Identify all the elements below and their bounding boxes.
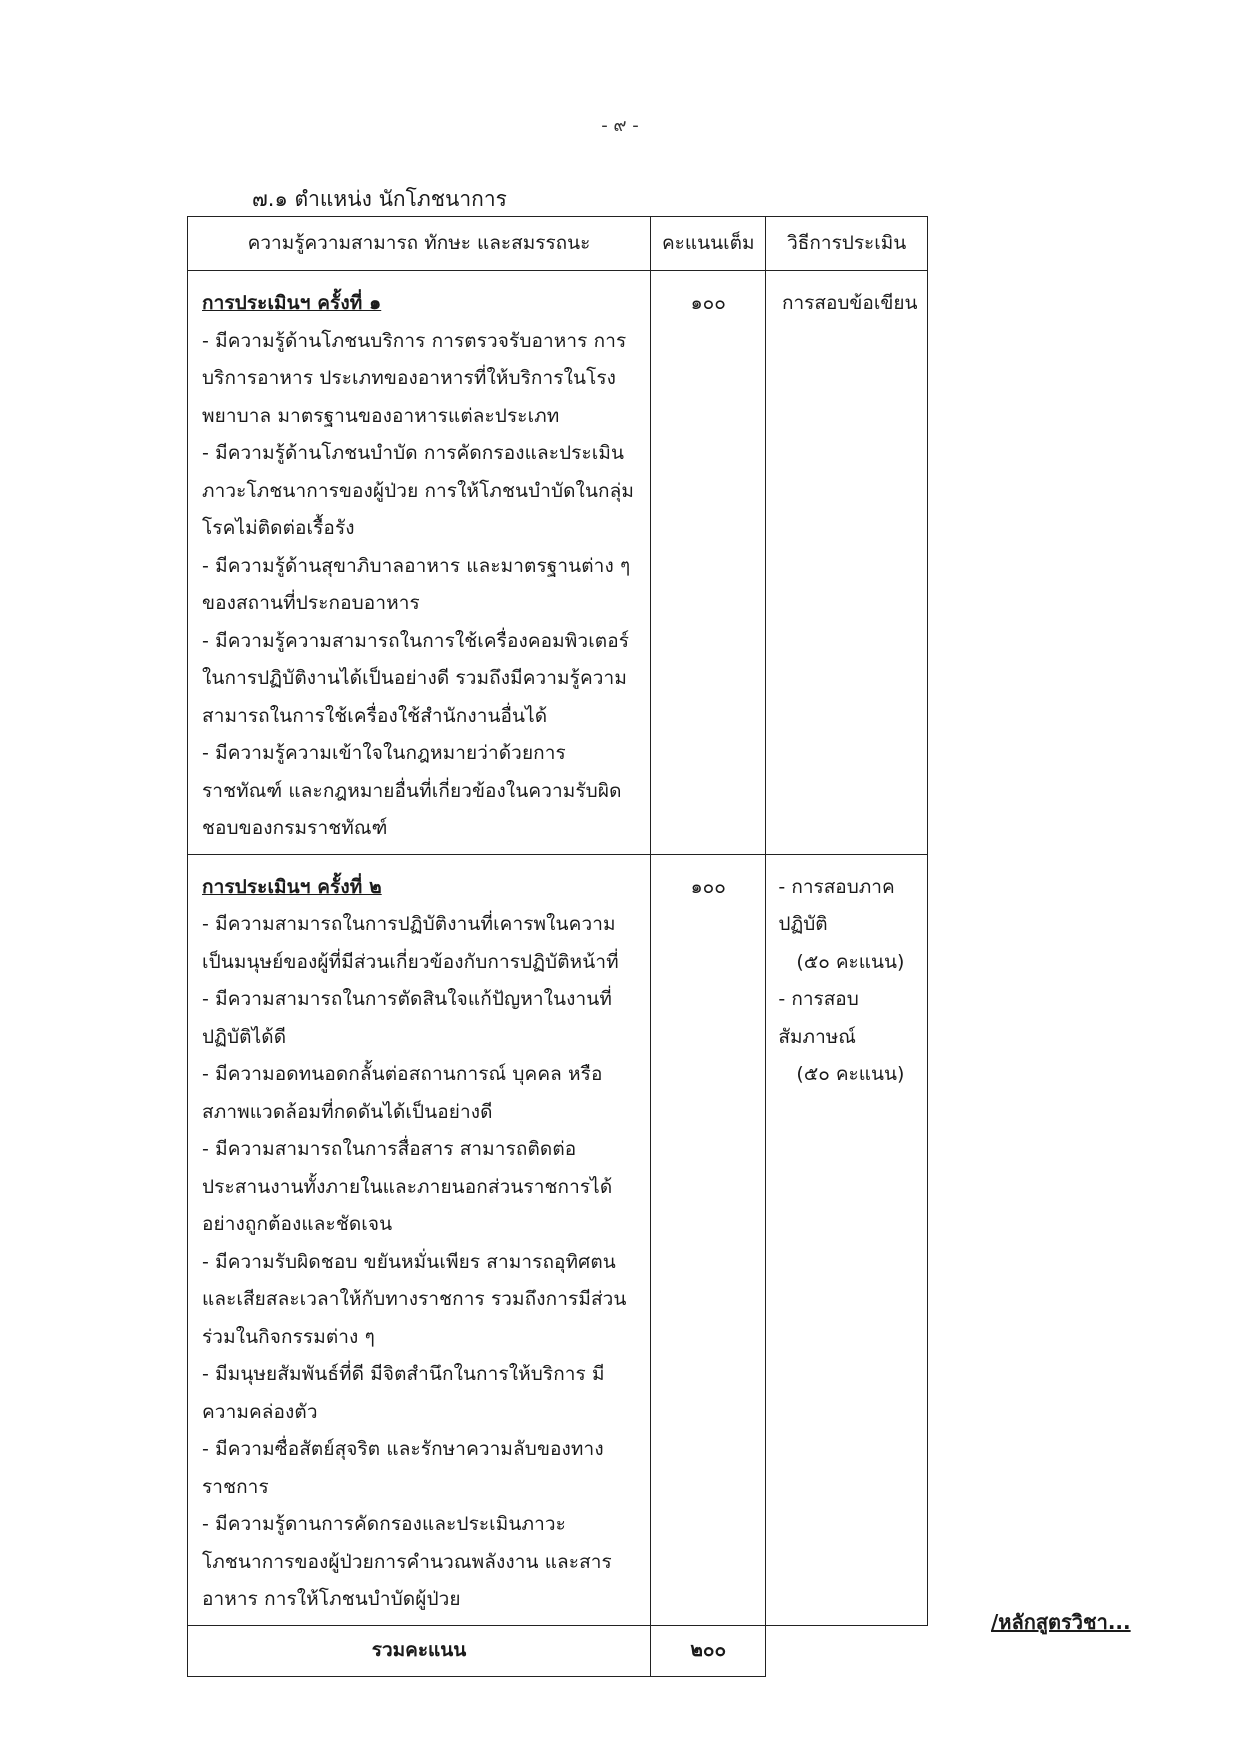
round2-title: การประเมินฯ ครั้งที่ ๒: [202, 875, 382, 898]
round2-knowledge-cell: [188, 854, 651, 1625]
table-row-total: [188, 1625, 928, 1676]
round1-method: การสอบข้อเขียน: [781, 292, 918, 314]
table-row-round2: [188, 854, 928, 1625]
round1-item: - มีความรู้ด้านโภชนบำบัด การคัดกรองและประเมินภาวะโภชนาการของผู้ป่วย การให้โภชนบำบัดในกลุ่มโรคไม่ติดต่อเรื้อรัง: [202, 442, 634, 539]
round2-item: - มีความรับผิดชอบ ขยันหมั่นเพียร สามารถอุทิศตนและเสียสละเวลาให้กับทางราชการ รวมถึงการมีส่วนร่วมในกิจกรรมต่าง ๆ: [202, 1250, 627, 1348]
round2-method-practical: - การสอบภาคปฏิบัติ: [778, 875, 895, 935]
round1-item: - มีความรู้ความสามารถในการใช้เครื่องคอมพิวเตอร์ในการปฏิบัติงานได้เป็นอย่างดี รวมถึงมีความรู้ความสามารถในการใช้เครื่องใช้สำนักงานอื่นได้: [202, 629, 630, 727]
table-header-row: [188, 217, 928, 271]
round2-method-cell: [766, 854, 928, 1625]
total-score: ๒๐๐: [651, 1625, 766, 1676]
table-row-round1: [188, 271, 928, 855]
round1-title: การประเมินฯ ครั้งที่ ๑: [202, 292, 382, 314]
page-number: - ๙ -: [601, 115, 639, 136]
round2-item: - มีความสามารถในการปฏิบัติงานที่เคารพในความเป็นมนุษย์ของผู้ที่มีส่วนเกี่ยวข้องกับการปฏิบัติหน้าที่: [202, 913, 619, 973]
round2-score: ๑๐๐: [651, 854, 766, 1625]
evaluation-table: [187, 216, 928, 1677]
round2-item: - มีความสามารถในการตัดสินใจแก้ปัญหาในงานที่ปฏิบัติได้ดี: [202, 988, 612, 1048]
header-method: วิธีการประเมิน: [766, 217, 928, 271]
total-label: รวมคะแนน: [188, 1625, 651, 1676]
round2-method-interview-points: (๕๐ คะแนน): [796, 1063, 905, 1085]
round1-item: - มีความรู้ด้านโภชนบริการ การตรวจรับอาหาร การบริการอาหาร ประเภทของอาหารที่ให้บริการในโรงพยาบาล มาตรฐานของอาหารแต่ละประเภท: [202, 329, 627, 427]
round2-method-practical-points: (๕๐ คะแนน): [796, 950, 905, 973]
round1-item: - มีความรู้ด้านสุขาภิบาลอาหาร และมาตรฐานต่าง ๆ ของสถานที่ประกอบอาหาร: [202, 554, 631, 614]
round1-method-cell: [766, 271, 928, 855]
round2-item: - มีความอดทนอดกลั้นต่อสถานการณ์ บุคคล หรือสภาพแวดล้อมที่กดดันได้เป็นอย่างดี: [202, 1063, 603, 1123]
total-blank-cell: [766, 1625, 928, 1676]
round2-item: - มีความสามารถในการสื่อสาร สามารถติดต่อประสานงานทั้งภายในและภายนอกส่วนราชการได้อย่างถูกต้องและชัดเจน: [202, 1138, 613, 1235]
header-full-score: คะแนนเต็ม: [651, 217, 766, 271]
section-heading: ๗.๑ ตำแหน่ง นักโภชนาการ: [252, 187, 507, 211]
round2-item: - มีมนุษยสัมพันธ์ที่ดี มีจิตสำนึกในการให้บริการ มีความคล่องตัว: [202, 1363, 605, 1423]
round1-score: ๑๐๐: [651, 271, 766, 855]
round2-method-interview: - การสอบสัมภาษณ์: [778, 988, 859, 1048]
round2-item: - มีความซื่อสัตย์สุจริต และรักษาความลับของทางราชการ: [202, 1438, 604, 1498]
continuation-link: /หลักสูตรวิชา...: [991, 1610, 1131, 1634]
header-knowledge: ความรู้ความสามารถ ทักษะ และสมรรถนะ: [188, 217, 651, 271]
round1-knowledge-cell: [188, 271, 651, 855]
round1-item: - มีความรู้ความเข้าใจในกฎหมายว่าด้วยการราชทัณฑ์ และกฎหมายอื่นที่เกี่ยวข้องในความรับผิดชอบของกรมราชทัณฑ์: [202, 742, 622, 839]
round2-item: - มีความรู้ดานการคัดกรองและประเมินภาวะโภชนาการของผู้ป่วยการคำนวณพลังงาน และสารอาหาร การให้โภชนบำบัดผู้ป่วย: [202, 1513, 612, 1610]
